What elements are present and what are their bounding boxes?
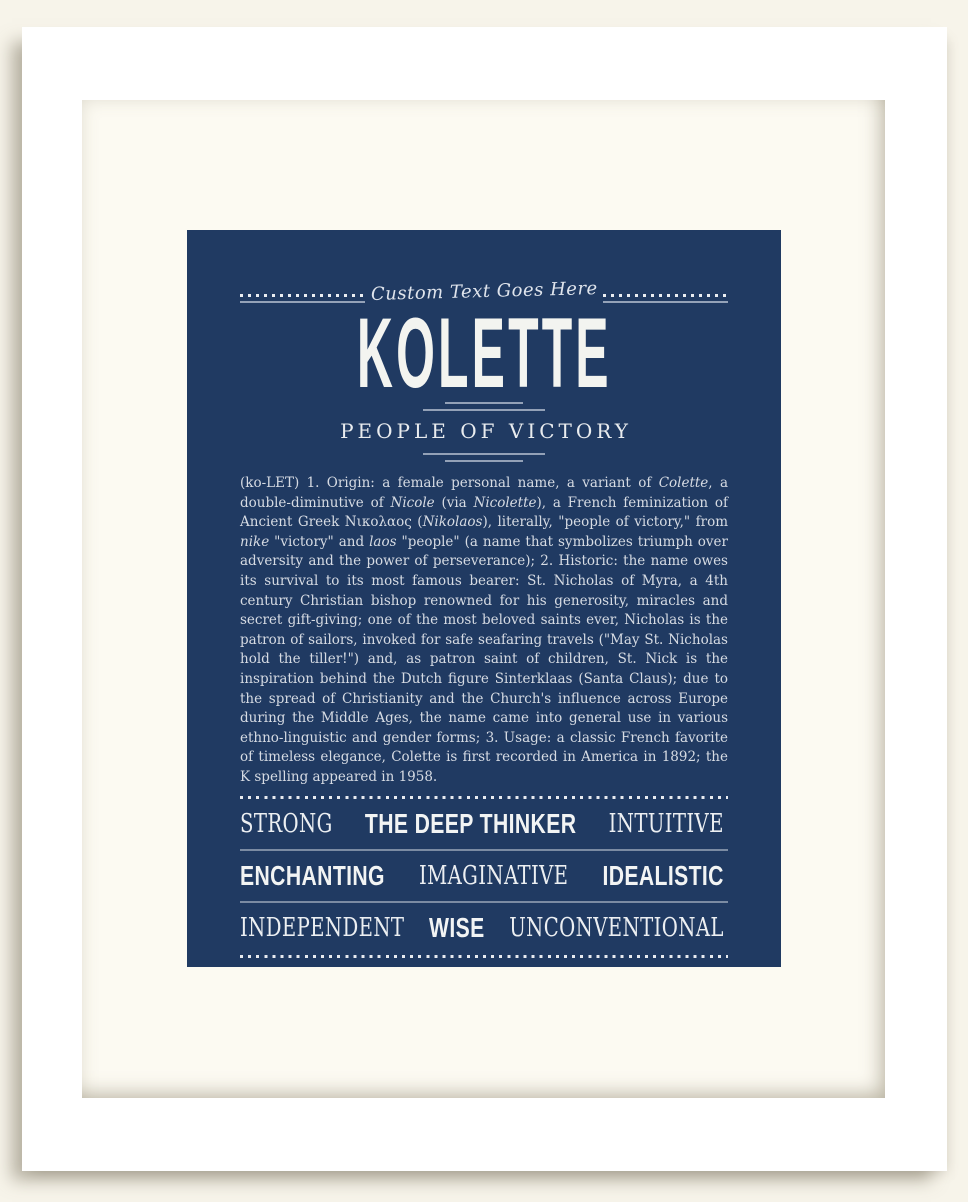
ornament-dots <box>603 294 728 297</box>
name-title-wrap <box>240 297 728 409</box>
mat-board <box>82 100 885 1098</box>
ornament-dots <box>240 294 365 297</box>
custom-text-label: Custom Text Goes Here <box>370 278 598 305</box>
dotted-rule-bottom <box>240 955 728 958</box>
ornament-rule <box>240 301 365 303</box>
dotted-ornament-left <box>240 294 365 303</box>
divider-line <box>445 460 523 462</box>
trait-line-3: INDEPENDENT WISE UNCONVENTIONAL <box>240 911 724 943</box>
divider-under-meaning <box>240 453 728 462</box>
definition-paragraph: (ko-LET) 1. Origin: a female personal name, a variant of Colette, a double-diminutive of Nicole (via Nicolette), a French feminization of Ancient Greek Νικολαος (Nikolaos), literally, "people of victory," from nike "victory" and laos "people" (a name that symbolizes triumph over adversity and the power of perseverance); 2. Historic: the name owes its survival to its most famous bearer: St. Nicholas of Myra, a 4th century Christian bishop renowned for his generosity, miracles and secret gift-giving; one of the most beloved saints ever, Nicholas is the patron of sailors, invoked for safe seafaring travels ("May St. Nicholas hold the tiller!") and, as patron saint of children, St. Nick is the inspiration behind the Dutch figure Sinterklaas (Santa Claus); due to the spread of Christianity and the Church's influence across Europe during the Middle Ages, the name came into general use in various ethno-linguistic and gender forms; 3. Usage: a classic French favorite of timeless elegance, Colette is first recorded in America in 1892; the K spelling appeared in 1958. <box>240 475 728 785</box>
trait-line-2: ENCHANTING IMAGINATIVE IDEALISTIC <box>240 859 724 891</box>
ornament-rule <box>603 301 728 303</box>
dotted-ornament-right <box>603 294 728 303</box>
art-print <box>187 230 781 967</box>
traits-list <box>240 799 728 953</box>
picture-frame <box>22 27 947 1171</box>
divider-line <box>423 453 545 455</box>
name-title: KOLETTE <box>356 297 612 409</box>
name-meaning-label: PEOPLE OF VICTORY <box>340 419 632 443</box>
trait-line-1: STRONG THE DEEP THINKER INTUITIVE <box>240 807 724 839</box>
